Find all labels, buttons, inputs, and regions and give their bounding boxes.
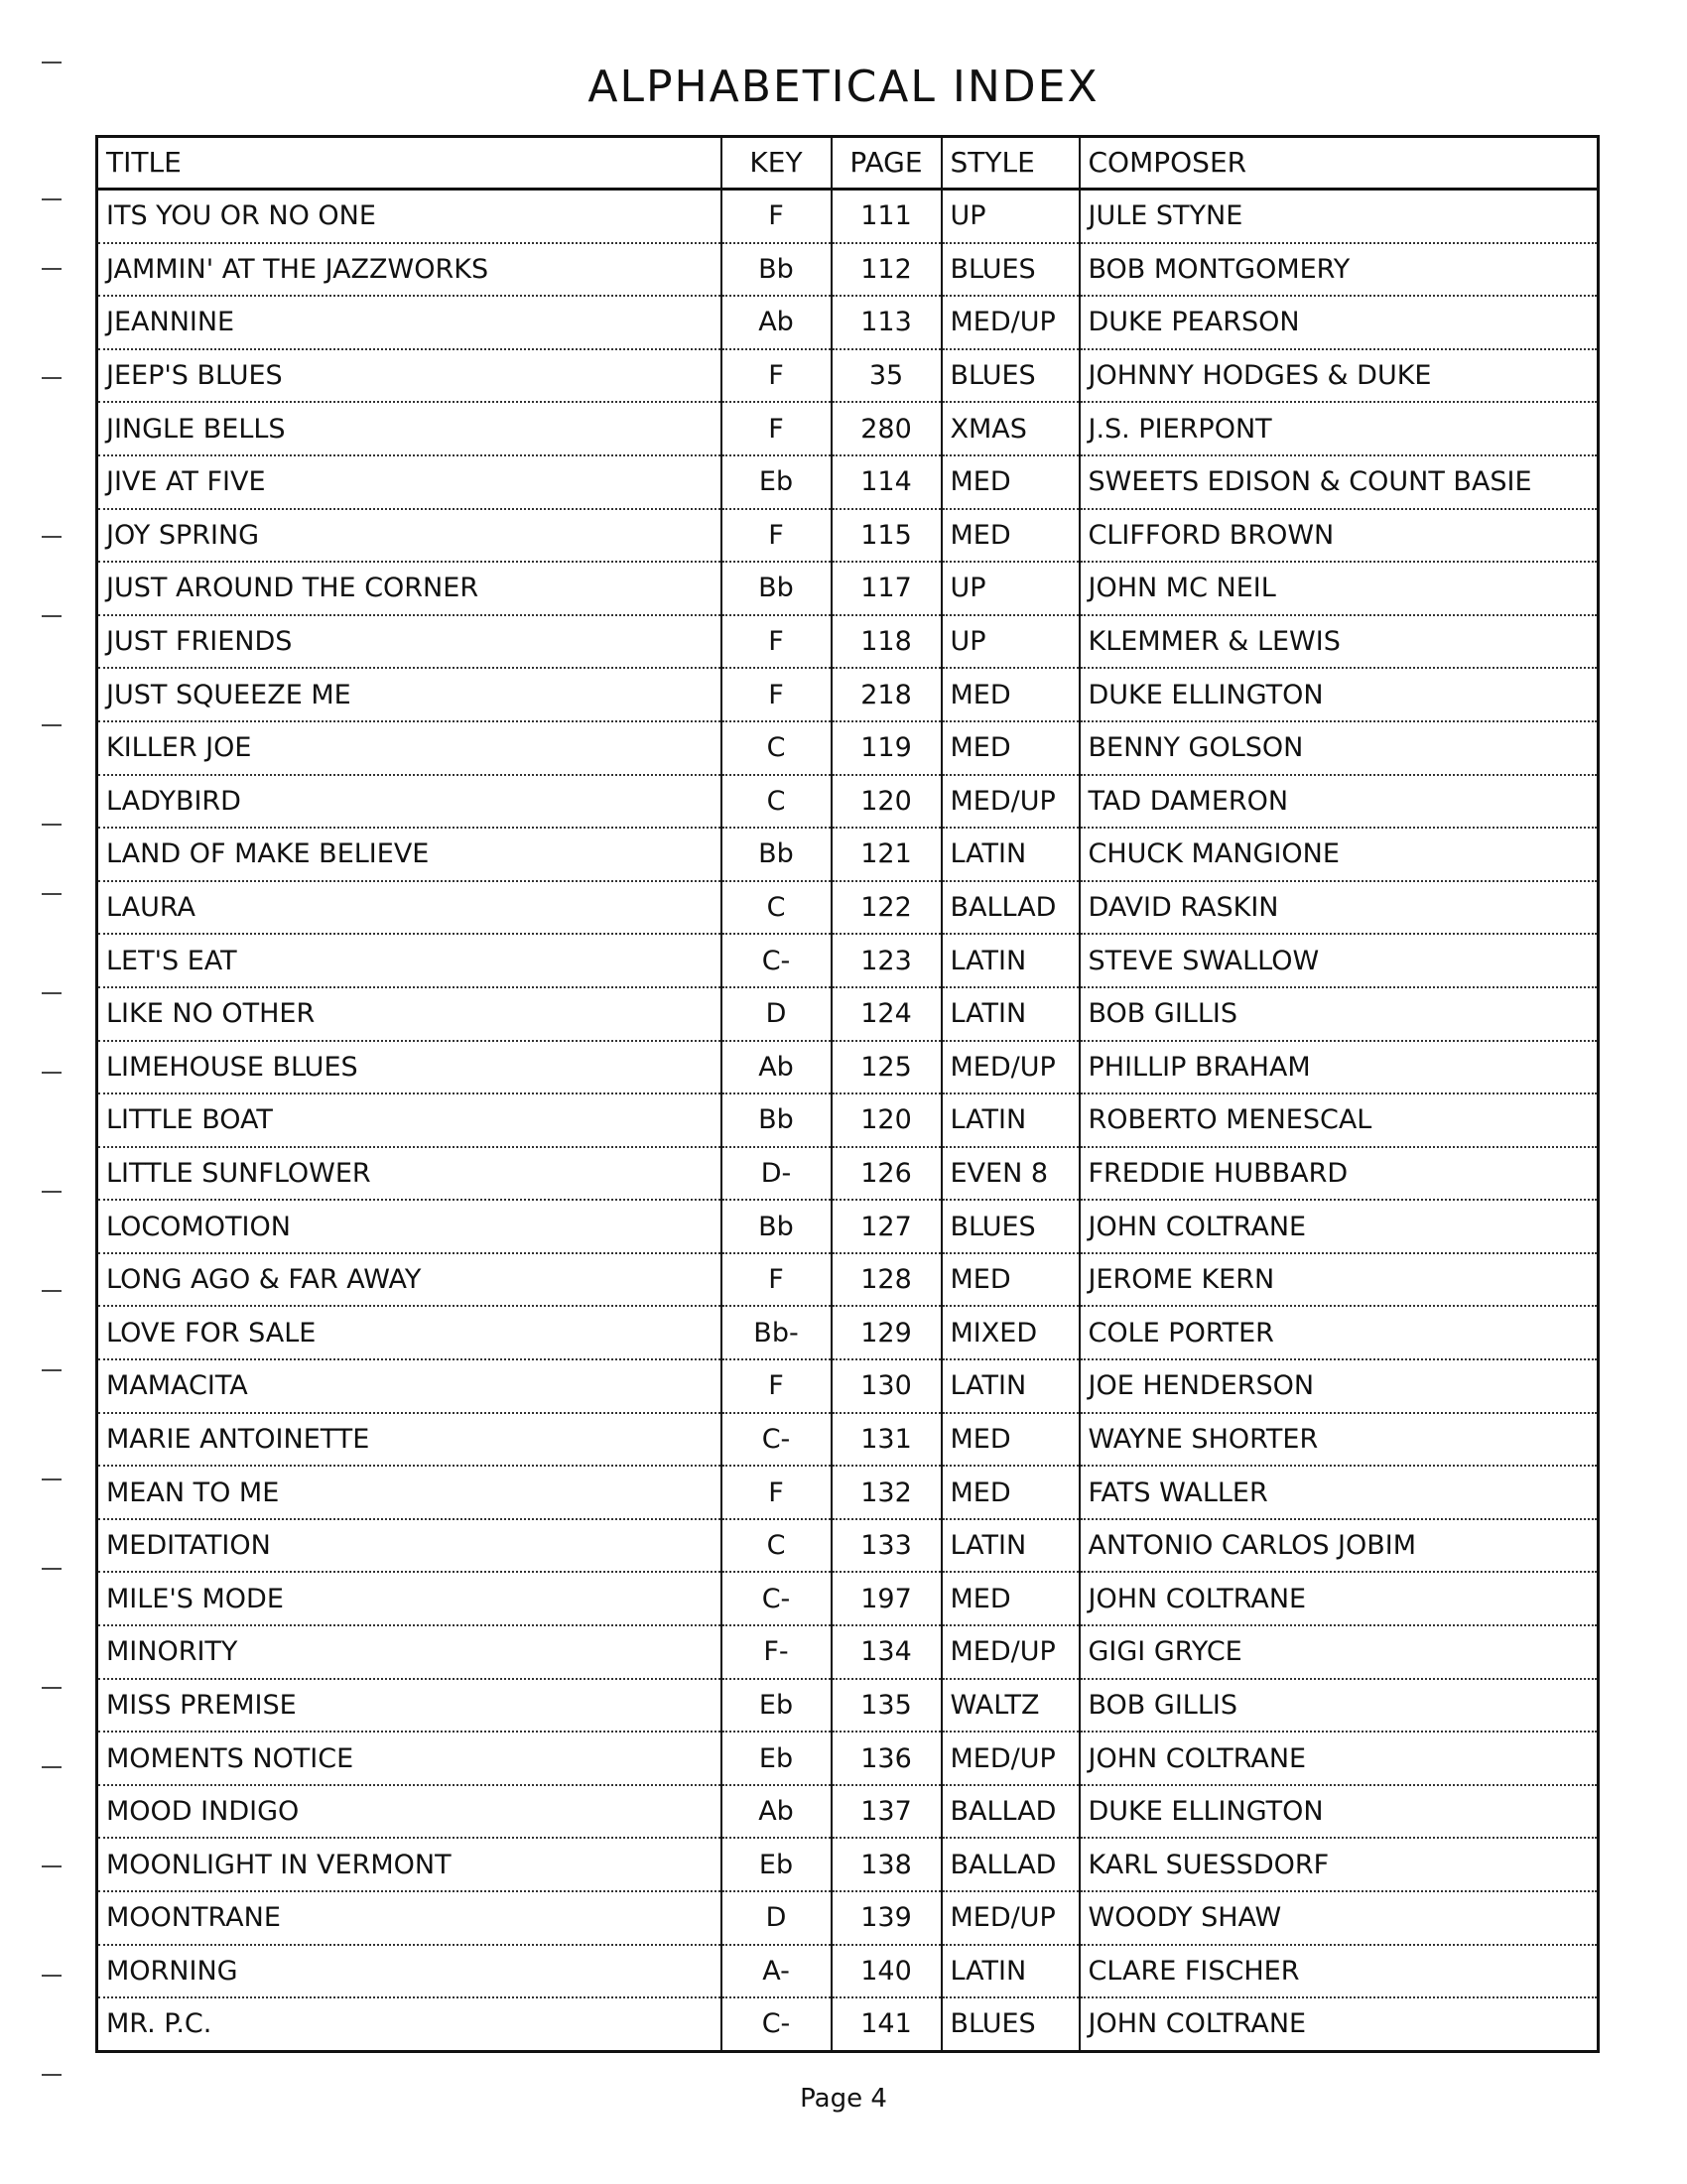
key-cell: Eb bbox=[721, 455, 832, 509]
composer-cell: DUKE ELLINGTON bbox=[1080, 668, 1599, 721]
table-row bbox=[97, 402, 1599, 455]
title-cell: JEEP'S BLUES bbox=[97, 349, 721, 403]
key-cell: D- bbox=[721, 1147, 832, 1201]
margin-tick bbox=[42, 1568, 62, 1570]
style-cell: MED/UP bbox=[942, 1625, 1080, 1679]
key-cell: F bbox=[721, 1253, 832, 1307]
key-cell: D bbox=[721, 1891, 832, 1945]
table-row bbox=[97, 1572, 1599, 1625]
style-cell: LATIN bbox=[942, 1359, 1080, 1413]
title-cell: LIKE NO OTHER bbox=[97, 987, 721, 1041]
title-cell: MINORITY bbox=[97, 1625, 721, 1679]
composer-cell: JOE HENDERSON bbox=[1080, 1359, 1599, 1413]
key-cell: Eb bbox=[721, 1732, 832, 1785]
margin-tick bbox=[42, 1290, 62, 1292]
page-title: ALPHABETICAL INDEX bbox=[587, 62, 1100, 112]
page-cell: 139 bbox=[832, 1891, 942, 1945]
page-cell: 136 bbox=[832, 1732, 942, 1785]
margin-tick bbox=[42, 1766, 62, 1768]
style-cell: MED/UP bbox=[942, 296, 1080, 349]
key-cell: C bbox=[721, 775, 832, 829]
margin-tick bbox=[42, 893, 62, 895]
page-cell: 131 bbox=[832, 1413, 942, 1467]
composer-cell: STEVE SWALLOW bbox=[1080, 934, 1599, 987]
style-cell: LATIN bbox=[942, 828, 1080, 881]
composer-cell: TAD DAMERON bbox=[1080, 775, 1599, 829]
title-cell: LOVE FOR SALE bbox=[97, 1306, 721, 1359]
page-cell: 123 bbox=[832, 934, 942, 987]
title-cell: MOOD INDIGO bbox=[97, 1785, 721, 1839]
style-cell: MED bbox=[942, 668, 1080, 721]
margin-tick bbox=[42, 724, 62, 726]
margin-tick bbox=[42, 1687, 62, 1689]
page-cell: 119 bbox=[832, 721, 942, 775]
page-cell: 141 bbox=[832, 1997, 942, 2051]
table-row bbox=[97, 1732, 1599, 1785]
margin-tick bbox=[42, 1191, 62, 1193]
margin-tick bbox=[42, 824, 62, 826]
title-cell: MARIE ANTOINETTE bbox=[97, 1413, 721, 1467]
key-cell: Eb bbox=[721, 1838, 832, 1891]
style-cell: LATIN bbox=[942, 1519, 1080, 1573]
composer-cell: BOB GILLIS bbox=[1080, 1679, 1599, 1733]
page-cell: 122 bbox=[832, 881, 942, 935]
page-cell: 138 bbox=[832, 1838, 942, 1891]
style-cell: MED/UP bbox=[942, 1891, 1080, 1945]
title-cell: LAURA bbox=[97, 881, 721, 935]
table-row bbox=[97, 1147, 1599, 1201]
key-cell: Ab bbox=[721, 1041, 832, 1094]
key-cell: C- bbox=[721, 1413, 832, 1467]
title-cell: MR. P.C. bbox=[97, 1997, 721, 2051]
key-cell: C bbox=[721, 1519, 832, 1573]
title-cell: MORNING bbox=[97, 1945, 721, 1998]
index-table bbox=[95, 135, 1600, 2053]
table-row bbox=[97, 775, 1599, 829]
style-cell: UP bbox=[942, 615, 1080, 669]
title-cell: MOMENTS NOTICE bbox=[97, 1732, 721, 1785]
page-cell: 126 bbox=[832, 1147, 942, 1201]
composer-cell: BOB GILLIS bbox=[1080, 987, 1599, 1041]
title-cell: LIMEHOUSE BLUES bbox=[97, 1041, 721, 1094]
style-cell: WALTZ bbox=[942, 1679, 1080, 1733]
title-cell: MOONLIGHT IN VERMONT bbox=[97, 1838, 721, 1891]
style-cell: MED/UP bbox=[942, 1041, 1080, 1094]
index-body bbox=[97, 190, 1599, 2052]
page-cell: 124 bbox=[832, 987, 942, 1041]
table-row bbox=[97, 1838, 1599, 1891]
page-cell: 197 bbox=[832, 1572, 942, 1625]
page-cell: 118 bbox=[832, 615, 942, 669]
key-cell: Bb bbox=[721, 562, 832, 615]
style-cell: LATIN bbox=[942, 987, 1080, 1041]
table-row bbox=[97, 1785, 1599, 1839]
header-style: STYLE bbox=[942, 137, 1080, 190]
style-cell: BALLAD bbox=[942, 1785, 1080, 1839]
title-cell: JIVE AT FIVE bbox=[97, 455, 721, 509]
key-cell: F bbox=[721, 402, 832, 455]
composer-cell: FREDDIE HUBBARD bbox=[1080, 1147, 1599, 1201]
table-row bbox=[97, 190, 1599, 243]
header-page: PAGE bbox=[832, 137, 942, 190]
page-cell: 125 bbox=[832, 1041, 942, 1094]
table-row bbox=[97, 1041, 1599, 1094]
composer-cell: FATS WALLER bbox=[1080, 1466, 1599, 1519]
margin-tick bbox=[42, 1478, 62, 1480]
composer-cell: BOB MONTGOMERY bbox=[1080, 243, 1599, 297]
composer-cell: WOODY SHAW bbox=[1080, 1891, 1599, 1945]
key-cell: C- bbox=[721, 1572, 832, 1625]
title-cell: KILLER JOE bbox=[97, 721, 721, 775]
style-cell: MED/UP bbox=[942, 775, 1080, 829]
composer-cell: JOHN COLTRANE bbox=[1080, 1997, 1599, 2051]
composer-cell: GIGI GRYCE bbox=[1080, 1625, 1599, 1679]
table-row bbox=[97, 1413, 1599, 1467]
key-cell: F bbox=[721, 1466, 832, 1519]
page-cell: 132 bbox=[832, 1466, 942, 1519]
style-cell: BLUES bbox=[942, 243, 1080, 297]
composer-cell: KLEMMER & LEWIS bbox=[1080, 615, 1599, 669]
composer-cell: CHUCK MANGIONE bbox=[1080, 828, 1599, 881]
page-cell: 117 bbox=[832, 562, 942, 615]
margin-tick bbox=[42, 536, 62, 538]
composer-cell: DAVID RASKIN bbox=[1080, 881, 1599, 935]
table-row bbox=[97, 828, 1599, 881]
title-cell: LOCOMOTION bbox=[97, 1200, 721, 1253]
table-row bbox=[97, 1679, 1599, 1733]
table-row bbox=[97, 1891, 1599, 1945]
style-cell: LATIN bbox=[942, 1093, 1080, 1147]
style-cell: MED bbox=[942, 1572, 1080, 1625]
title-cell: MEAN TO ME bbox=[97, 1466, 721, 1519]
table-row bbox=[97, 1997, 1599, 2051]
table-row bbox=[97, 296, 1599, 349]
page-cell: 111 bbox=[832, 190, 942, 243]
key-cell: A- bbox=[721, 1945, 832, 1998]
composer-cell: JOHN COLTRANE bbox=[1080, 1200, 1599, 1253]
title-cell: LAND OF MAKE BELIEVE bbox=[97, 828, 721, 881]
title-cell: LITTLE SUNFLOWER bbox=[97, 1147, 721, 1201]
composer-cell: COLE PORTER bbox=[1080, 1306, 1599, 1359]
margin-tick bbox=[42, 2074, 62, 2076]
table-row bbox=[97, 1253, 1599, 1307]
title-cell: LITTLE BOAT bbox=[97, 1093, 721, 1147]
page-cell: 113 bbox=[832, 296, 942, 349]
page-cell: 120 bbox=[832, 1093, 942, 1147]
page-cell: 280 bbox=[832, 402, 942, 455]
key-cell: Bb bbox=[721, 1200, 832, 1253]
table-row bbox=[97, 1200, 1599, 1253]
header-composer: COMPOSER bbox=[1080, 137, 1599, 190]
page-cell: 127 bbox=[832, 1200, 942, 1253]
title-cell: LET'S EAT bbox=[97, 934, 721, 987]
style-cell: XMAS bbox=[942, 402, 1080, 455]
table-row bbox=[97, 1625, 1599, 1679]
style-cell: MED bbox=[942, 1253, 1080, 1307]
table-row bbox=[97, 1519, 1599, 1573]
table-row bbox=[97, 509, 1599, 563]
composer-cell: ROBERTO MENESCAL bbox=[1080, 1093, 1599, 1147]
composer-cell: KARL SUESSDORF bbox=[1080, 1838, 1599, 1891]
key-cell: C- bbox=[721, 934, 832, 987]
composer-cell: JOHN MC NEIL bbox=[1080, 562, 1599, 615]
key-cell: Ab bbox=[721, 1785, 832, 1839]
style-cell: BLUES bbox=[942, 1997, 1080, 2051]
key-cell: F bbox=[721, 190, 832, 243]
table-row bbox=[97, 1466, 1599, 1519]
table-row bbox=[97, 1093, 1599, 1147]
page-number: Page 4 bbox=[800, 2084, 887, 2114]
title-cell: MILE'S MODE bbox=[97, 1572, 721, 1625]
title-cell: MEDITATION bbox=[97, 1519, 721, 1573]
style-cell: LATIN bbox=[942, 934, 1080, 987]
page-cell: 130 bbox=[832, 1359, 942, 1413]
key-cell: Bb bbox=[721, 828, 832, 881]
margin-tick bbox=[42, 1975, 62, 1977]
style-cell: MED/UP bbox=[942, 1732, 1080, 1785]
composer-cell: PHILLIP BRAHAM bbox=[1080, 1041, 1599, 1094]
composer-cell: CLIFFORD BROWN bbox=[1080, 509, 1599, 563]
composer-cell: J.S. PIERPONT bbox=[1080, 402, 1599, 455]
table-row bbox=[97, 1945, 1599, 1998]
composer-cell: DUKE PEARSON bbox=[1080, 296, 1599, 349]
page-cell: 133 bbox=[832, 1519, 942, 1573]
style-cell: UP bbox=[942, 562, 1080, 615]
page-cell: 128 bbox=[832, 1253, 942, 1307]
page-cell: 129 bbox=[832, 1306, 942, 1359]
style-cell: BALLAD bbox=[942, 1838, 1080, 1891]
page-cell: 112 bbox=[832, 243, 942, 297]
margin-tick bbox=[42, 377, 62, 379]
composer-cell: JOHN COLTRANE bbox=[1080, 1732, 1599, 1785]
key-cell: F bbox=[721, 509, 832, 563]
table-row bbox=[97, 987, 1599, 1041]
composer-cell: BENNY GOLSON bbox=[1080, 721, 1599, 775]
table-row bbox=[97, 1359, 1599, 1413]
key-cell: F bbox=[721, 349, 832, 403]
composer-cell: SWEETS EDISON & COUNT BASIE bbox=[1080, 455, 1599, 509]
title-cell: MISS PREMISE bbox=[97, 1679, 721, 1733]
page-cell: 114 bbox=[832, 455, 942, 509]
style-cell: MED bbox=[942, 1466, 1080, 1519]
key-cell: Bb- bbox=[721, 1306, 832, 1359]
key-cell: Eb bbox=[721, 1679, 832, 1733]
key-cell: F bbox=[721, 1359, 832, 1413]
composer-cell: JOHNNY HODGES & DUKE bbox=[1080, 349, 1599, 403]
composer-cell: ANTONIO CARLOS JOBIM bbox=[1080, 1519, 1599, 1573]
table-row bbox=[97, 562, 1599, 615]
key-cell: Ab bbox=[721, 296, 832, 349]
title-cell: JUST FRIENDS bbox=[97, 615, 721, 669]
composer-cell: CLARE FISCHER bbox=[1080, 1945, 1599, 1998]
table-row bbox=[97, 615, 1599, 669]
header-title: TITLE bbox=[97, 137, 721, 190]
composer-cell: JULE STYNE bbox=[1080, 190, 1599, 243]
margin-tick bbox=[42, 615, 62, 617]
title-cell: LONG AGO & FAR AWAY bbox=[97, 1253, 721, 1307]
style-cell: UP bbox=[942, 190, 1080, 243]
page-cell: 120 bbox=[832, 775, 942, 829]
style-cell: MED bbox=[942, 509, 1080, 563]
table-row bbox=[97, 668, 1599, 721]
margin-tick bbox=[42, 992, 62, 994]
style-cell: MED bbox=[942, 721, 1080, 775]
style-cell: EVEN 8 bbox=[942, 1147, 1080, 1201]
title-cell: JUST SQUEEZE ME bbox=[97, 668, 721, 721]
title-cell: JEANNINE bbox=[97, 296, 721, 349]
composer-cell: JEROME KERN bbox=[1080, 1253, 1599, 1307]
header-key: KEY bbox=[721, 137, 832, 190]
style-cell: BLUES bbox=[942, 1200, 1080, 1253]
page-cell: 140 bbox=[832, 1945, 942, 1998]
title-cell: JUST AROUND THE CORNER bbox=[97, 562, 721, 615]
table-row bbox=[97, 243, 1599, 297]
table-row bbox=[97, 934, 1599, 987]
composer-cell: WAYNE SHORTER bbox=[1080, 1413, 1599, 1467]
composer-cell: DUKE ELLINGTON bbox=[1080, 1785, 1599, 1839]
margin-tick bbox=[42, 62, 62, 64]
key-cell: Bb bbox=[721, 1093, 832, 1147]
title-cell: MOONTRANE bbox=[97, 1891, 721, 1945]
table-row bbox=[97, 1306, 1599, 1359]
title-cell: ITS YOU OR NO ONE bbox=[97, 190, 721, 243]
page-cell: 134 bbox=[832, 1625, 942, 1679]
page-cell: 121 bbox=[832, 828, 942, 881]
table-row bbox=[97, 455, 1599, 509]
key-cell: F- bbox=[721, 1625, 832, 1679]
title-cell: JAMMIN' AT THE JAZZWORKS bbox=[97, 243, 721, 297]
margin-tick bbox=[42, 1369, 62, 1371]
margin-tick bbox=[42, 1072, 62, 1074]
title-cell: JOY SPRING bbox=[97, 509, 721, 563]
title-cell: JINGLE BELLS bbox=[97, 402, 721, 455]
composer-cell: JOHN COLTRANE bbox=[1080, 1572, 1599, 1625]
page-cell: 137 bbox=[832, 1785, 942, 1839]
header-row bbox=[97, 137, 1599, 190]
style-cell: MED bbox=[942, 455, 1080, 509]
page-cell: 218 bbox=[832, 668, 942, 721]
margin-tick bbox=[42, 1865, 62, 1867]
page-cell: 115 bbox=[832, 509, 942, 563]
margin-tick bbox=[42, 198, 62, 200]
table-row bbox=[97, 721, 1599, 775]
key-cell: C bbox=[721, 881, 832, 935]
key-cell: C- bbox=[721, 1997, 832, 2051]
margin-tick bbox=[42, 268, 62, 270]
table-row bbox=[97, 881, 1599, 935]
page-cell: 35 bbox=[832, 349, 942, 403]
key-cell: Bb bbox=[721, 243, 832, 297]
style-cell: LATIN bbox=[942, 1945, 1080, 1998]
key-cell: F bbox=[721, 668, 832, 721]
style-cell: BALLAD bbox=[942, 881, 1080, 935]
title-cell: LADYBIRD bbox=[97, 775, 721, 829]
key-cell: C bbox=[721, 721, 832, 775]
key-cell: D bbox=[721, 987, 832, 1041]
table-row bbox=[97, 349, 1599, 403]
style-cell: BLUES bbox=[942, 349, 1080, 403]
page-cell: 135 bbox=[832, 1679, 942, 1733]
key-cell: F bbox=[721, 615, 832, 669]
style-cell: MED bbox=[942, 1413, 1080, 1467]
title-cell: MAMACITA bbox=[97, 1359, 721, 1413]
style-cell: MIXED bbox=[942, 1306, 1080, 1359]
